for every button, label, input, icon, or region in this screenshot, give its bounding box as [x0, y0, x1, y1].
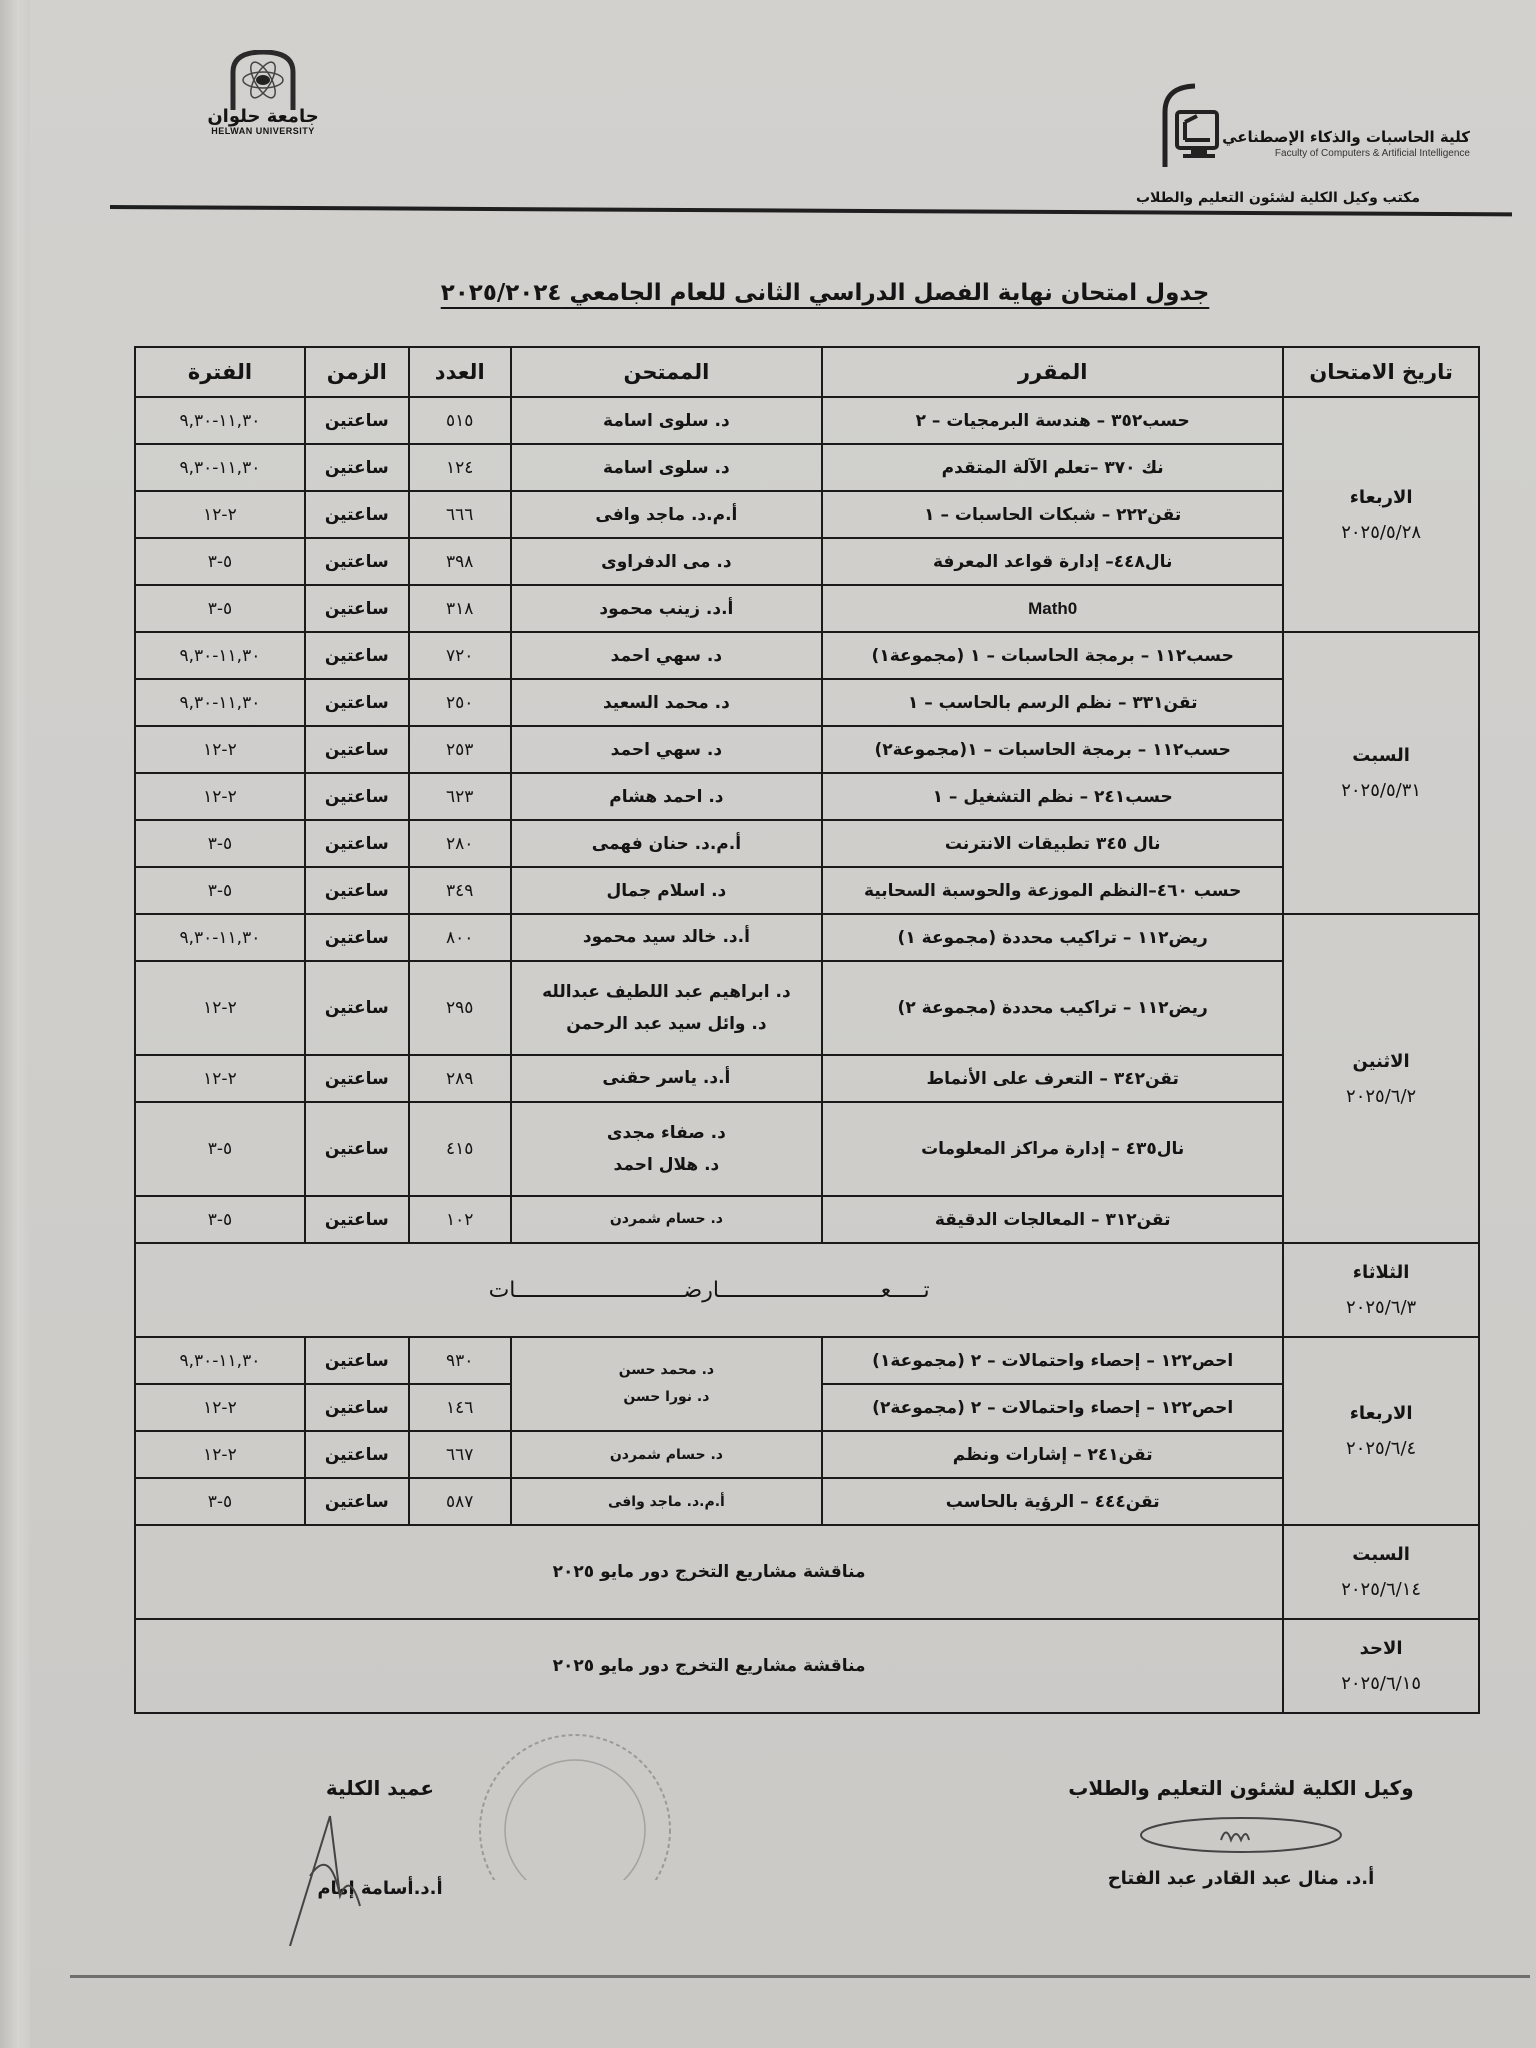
course-cell: تقن٣٣١ – نظم الرسم بالحاسب – ١ [822, 679, 1283, 726]
examiner-name: د. حسام شمردن [609, 1211, 723, 1228]
examiner-name: أ.د. خالد سيد محمود [582, 927, 750, 948]
table-row [135, 632, 1479, 679]
table-row [135, 820, 1479, 867]
course-cell: نك ٣٧٠ –تعلم الآلة المتقدم [822, 444, 1283, 491]
examiner-cell: أ.م.د. ماجد وافى [511, 491, 822, 538]
examiner-cell: أ.د. زينب محمود [511, 585, 822, 632]
examiner-name: د. هلال احمد [613, 1155, 720, 1175]
date-label: ٢٠٢٥/٦/١٤ [1341, 1579, 1422, 1600]
examiner-cell: أ.م.د. ماجد وافى [511, 1478, 822, 1525]
course-cell: تقن٤٤٤ – الرؤية بالحاسب [822, 1478, 1283, 1525]
period-cell: ٥-٣ [135, 867, 305, 914]
table-row [135, 1243, 1479, 1337]
date-cell [1283, 397, 1479, 632]
count-cell: ٢٥٣ [409, 726, 511, 773]
course-cell: احص١٢٢ – إحصاء واحتمالات – ٢ (مجموعة٢) [822, 1384, 1283, 1431]
university-name-en: HELWAN UNIVERSITY [211, 126, 315, 136]
examiner-cell: د. سلوى اسامة [511, 397, 822, 444]
table-row [135, 867, 1479, 914]
exam-schedule-table [134, 346, 1480, 1714]
graduation-projects-note: مناقشة مشاريع التخرج دور مايو ٢٠٢٥ [135, 1619, 1283, 1713]
table-row [135, 1478, 1479, 1525]
table-row [135, 1431, 1479, 1478]
period-cell: ١١,٣٠-٩,٣٠ [135, 632, 305, 679]
course-cell: نال٤٤٨– إدارة قواعد المعرفة [822, 538, 1283, 585]
faculty-name-en: Faculty of Computers & Artificial Intelligence [1274, 148, 1470, 159]
course-cell: تقن٣١٢ – المعالجات الدقيقة [822, 1196, 1283, 1243]
table-row [135, 773, 1479, 820]
count-cell: ١٢٤ [409, 444, 511, 491]
vice-dean-title: وكيل الكلية لشئون التعليم والطلاب [1068, 1776, 1414, 1800]
examiner-cell: د. اسلام جمال [511, 867, 822, 914]
period-cell: ٢-١٢ [135, 961, 305, 1055]
day-label: الاربعاء [1349, 1403, 1413, 1424]
date-label: ٢٠٢٥/٦/١٥ [1341, 1673, 1422, 1694]
examiner-cell [511, 1337, 822, 1431]
duration-cell: ساعتين [305, 1196, 409, 1243]
count-cell: ٣٩٨ [409, 538, 511, 585]
examiner-name: د. ابراهيم عبد اللطيف عبدالله [542, 981, 791, 1002]
examiner-cell [511, 961, 822, 1055]
period-cell: ٢-١٢ [135, 726, 305, 773]
course-cell: حسب٣٥٢ – هندسة البرمجيات – ٢ [822, 397, 1283, 444]
course-cell: حسب ٤٦٠–النظم الموزعة والحوسبة السحابية [822, 867, 1283, 914]
course-cell: احص١٢٢ – إحصاء واحتمالات – ٢ (مجموعة١) [822, 1337, 1283, 1384]
date-label: ٢٠٢٥/٦/٤ [1346, 1438, 1417, 1459]
count-cell: ٦٦٧ [409, 1431, 511, 1478]
duration-cell: ساعتين [305, 1384, 409, 1431]
table-row [135, 961, 1479, 1055]
count-cell: ٢٩٥ [409, 961, 511, 1055]
date-label: ٢٠٢٥/٥/٣١ [1341, 780, 1422, 801]
duration-cell: ساعتين [305, 867, 409, 914]
duration-cell: ساعتين [305, 397, 409, 444]
dean-signature-block [300, 1776, 460, 1899]
table-row [135, 491, 1479, 538]
period-cell: ٢-١٢ [135, 1055, 305, 1102]
day-label: الاثنين [1352, 1050, 1410, 1072]
examiner-cell: د. احمد هشام [511, 773, 822, 820]
faculty-name-ar: كلية الحاسبات والذكاء الإصطناعي [1222, 128, 1470, 146]
conflicts-note: تـــــعـــــــــــــــــــــــــارضــــــــــــــــــــــــــات [135, 1243, 1283, 1337]
table-row [135, 585, 1479, 632]
day-label: الثلاثاء [1352, 1262, 1410, 1283]
period-cell: ٢-١٢ [135, 1431, 305, 1478]
day-label: الاربعاء [1349, 486, 1413, 508]
examiner-name: د. محمد حسن [618, 1362, 715, 1379]
examiner-cell [511, 1102, 822, 1196]
header-date: تاريخ الامتحان [1283, 347, 1479, 397]
date-cell [1283, 1525, 1479, 1619]
count-cell: ٥١٥ [409, 397, 511, 444]
header-examiner: الممتحن [511, 347, 822, 397]
graduation-projects-note: مناقشة مشاريع التخرج دور مايو ٢٠٢٥ [135, 1525, 1283, 1619]
table-row [135, 444, 1479, 491]
duration-cell: ساعتين [305, 585, 409, 632]
official-stamp-icon [460, 1720, 690, 1880]
count-cell: ٦٢٣ [409, 773, 511, 820]
duration-cell: ساعتين [305, 491, 409, 538]
examiner-name: أ.د. ياسر حقنى [602, 1068, 731, 1089]
count-cell: ٩٣٠ [409, 1337, 511, 1384]
dean-name: أ.د.أسامة إمام [317, 1878, 443, 1899]
header-duration: الزمن [305, 347, 409, 397]
period-cell: ١١,٣٠-٩,٣٠ [135, 444, 305, 491]
period-cell: ١١,٣٠-٩,٣٠ [135, 1337, 305, 1384]
period-cell: ٥-٣ [135, 1102, 305, 1196]
office-label: مكتب وكيل الكلية لشئون التعليم والطلاب [1135, 190, 1420, 206]
footer-divider [70, 1975, 1530, 1978]
period-cell: ٢-١٢ [135, 491, 305, 538]
day-label: الاحد [1359, 1638, 1403, 1659]
table-row [135, 538, 1479, 585]
duration-cell: ساعتين [305, 961, 409, 1055]
signature-scribble-icon [270, 1796, 390, 1946]
course-cell: ريض١١٢ – تراكيب محددة (مجموعة ١) [822, 914, 1283, 961]
examiner-cell [511, 914, 822, 961]
count-cell: ٥٨٧ [409, 1478, 511, 1525]
date-cell [1283, 632, 1479, 914]
examiner-name: د. صفاء مجدى [606, 1122, 726, 1143]
count-cell: ٣١٨ [409, 585, 511, 632]
table-row [135, 397, 1479, 444]
examiner-cell: د. حسام شمردن [511, 1431, 822, 1478]
period-cell: ٥-٣ [135, 585, 305, 632]
count-cell: ٨٠٠ [409, 914, 511, 961]
table-row [135, 1337, 1479, 1384]
course-cell: Math0 [822, 585, 1283, 632]
examiner-cell: د. سهي احمد [511, 632, 822, 679]
paper-edge [0, 0, 30, 2048]
duration-cell: ساعتين [305, 679, 409, 726]
period-cell: ٥-٣ [135, 820, 305, 867]
header-course: المقرر [822, 347, 1283, 397]
day-label: السبت [1352, 745, 1410, 766]
vice-dean-signature-block [1041, 1776, 1441, 1889]
date-label: ٢٠٢٥/٥/٢٨ [1341, 521, 1422, 543]
count-cell: ٤١٥ [409, 1102, 511, 1196]
period-cell: ١١,٣٠-٩,٣٠ [135, 679, 305, 726]
duration-cell: ساعتين [305, 773, 409, 820]
header-count: العدد [409, 347, 511, 397]
count-cell: ١٤٦ [409, 1384, 511, 1431]
date-cell [1283, 914, 1479, 1243]
duration-cell: ساعتين [305, 1431, 409, 1478]
examiner-name: د. نورا حسن [623, 1389, 710, 1405]
duration-cell: ساعتين [305, 726, 409, 773]
date-cell [1283, 1243, 1479, 1337]
examiner-cell: د. مى الدفراوى [511, 538, 822, 585]
university-name-ar: جامعة حلوان [207, 106, 319, 127]
count-cell: ٧٢٠ [409, 632, 511, 679]
page-title: جدول امتحان نهاية الفصل الدراسي الثانى للعام الجامعي ٢٠٢٥/٢٠٢٤ [440, 280, 1210, 306]
period-cell: ٢-١٢ [135, 1384, 305, 1431]
period-cell: ٢-١٢ [135, 773, 305, 820]
table-header-row [135, 347, 1479, 397]
period-cell: ٥-٣ [135, 538, 305, 585]
duration-cell: ساعتين [305, 1478, 409, 1525]
duration-cell: ساعتين [305, 538, 409, 585]
course-cell: نال٤٣٥ – إدارة مراكز المعلومات [822, 1102, 1283, 1196]
course-cell: تقن٣٤٢ – التعرف على الأنماط [822, 1055, 1283, 1102]
course-cell: تقن٢٢٢ – شبكات الحاسبات – ١ [822, 491, 1283, 538]
duration-cell: ساعتين [305, 820, 409, 867]
helwan-university-logo [198, 50, 328, 160]
table-row [135, 726, 1479, 773]
count-cell: ١٠٢ [409, 1196, 511, 1243]
duration-cell: ساعتين [305, 444, 409, 491]
count-cell: ٦٦٦ [409, 491, 511, 538]
course-cell: حسب١١٢ – برمجة الحاسبات – ١ (مجموعة١) [822, 632, 1283, 679]
signature-scribble-icon [1131, 1810, 1351, 1860]
examiner-cell: أ.م.د. حنان فهمى [511, 820, 822, 867]
document-page [30, 0, 1536, 2048]
header-divider [110, 205, 1512, 216]
period-cell: ١١,٣٠-٩,٣٠ [135, 397, 305, 444]
count-cell: ٣٤٩ [409, 867, 511, 914]
table-row [135, 914, 1479, 961]
course-cell: تقن٢٤١ – إشارات ونظم [822, 1431, 1283, 1478]
table-row [135, 679, 1479, 726]
table-row [135, 1102, 1479, 1196]
faculty-names [1222, 128, 1470, 159]
date-label: ٢٠٢٥/٦/٣ [1346, 1297, 1417, 1318]
course-cell: حسب٢٤١ – نظم التشغيل – ١ [822, 773, 1283, 820]
course-cell: حسب١١٢ – برمجة الحاسبات – ١(مجموعة٢) [822, 726, 1283, 773]
table-row [135, 1055, 1479, 1102]
date-label: ٢٠٢٥/٦/٢ [1346, 1085, 1417, 1107]
atom-arch-icon [218, 50, 308, 110]
course-cell: ريض١١٢ – تراكيب محددة (مجموعة ٢) [822, 961, 1283, 1055]
count-cell: ٢٨٠ [409, 820, 511, 867]
table-row [135, 1619, 1479, 1713]
table-row [135, 1525, 1479, 1619]
duration-cell: ساعتين [305, 914, 409, 961]
date-cell [1283, 1619, 1479, 1713]
duration-cell: ساعتين [305, 1102, 409, 1196]
day-label: السبت [1352, 1544, 1410, 1565]
examiner-cell: د. محمد السعيد [511, 679, 822, 726]
duration-cell: ساعتين [305, 1337, 409, 1384]
duration-cell: ساعتين [305, 632, 409, 679]
duration-cell: ساعتين [305, 1055, 409, 1102]
count-cell: ٢٨٩ [409, 1055, 511, 1102]
examiner-cell [511, 1055, 822, 1102]
period-cell: ٥-٣ [135, 1196, 305, 1243]
examiner-cell: د. سلوى اسامة [511, 444, 822, 491]
period-cell: ١١,٣٠-٩,٣٠ [135, 914, 305, 961]
header-period: الفترة [135, 347, 305, 397]
course-cell: نال ٣٤٥ تطبيقات الانترنت [822, 820, 1283, 867]
date-cell [1283, 1337, 1479, 1525]
table-row [135, 1196, 1479, 1243]
examiner-cell: د. سهي احمد [511, 726, 822, 773]
count-cell: ٢٥٠ [409, 679, 511, 726]
period-cell: ٥-٣ [135, 1478, 305, 1525]
vice-dean-name: أ.د. منال عبد القادر عبد الفتاح [1107, 1868, 1375, 1889]
examiner-name: د. وائل سيد عبد الرحمن [566, 1014, 767, 1034]
dean-title: عميد الكلية [325, 1776, 435, 1800]
examiner-cell [511, 1196, 822, 1243]
